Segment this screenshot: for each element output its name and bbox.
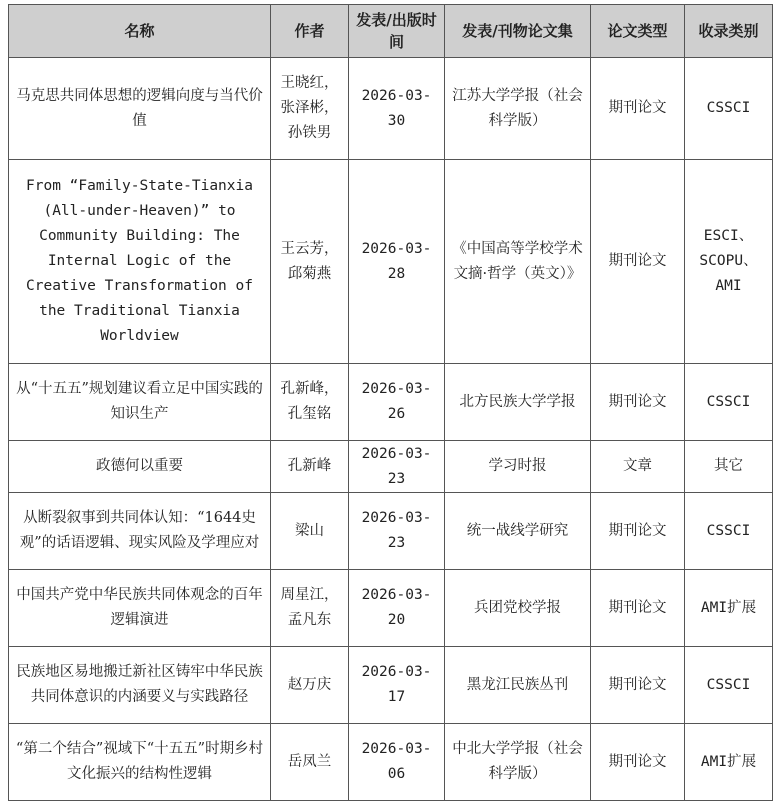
type-cell: 期刊论文 — [591, 58, 685, 160]
type-cell: 期刊论文 — [591, 724, 685, 801]
authors-cell: 王云芳，邱菊燕 — [271, 160, 349, 364]
type-cell: 文章 — [591, 441, 685, 493]
title-cell: 马克思共同体思想的逻辑向度与当代价值 — [9, 58, 271, 160]
journal-cell: 统一战线学研究 — [445, 493, 591, 570]
table-row — [9, 493, 773, 570]
table-row — [9, 724, 773, 801]
table-row — [9, 647, 773, 724]
index-cell: CSSCI — [685, 647, 773, 724]
date-cell: 2026-03-23 — [349, 493, 445, 570]
index-cell: CSSCI — [685, 493, 773, 570]
authors-cell: 梁山 — [271, 493, 349, 570]
index-cell: 其它 — [685, 441, 773, 493]
title-cell: 中国共产党中华民族共同体观念的百年逻辑演进 — [9, 570, 271, 647]
date-cell: 2026-03-28 — [349, 160, 445, 364]
header-row — [9, 5, 773, 58]
authors-cell: 孔新峰，孔玺铭 — [271, 364, 349, 441]
type-cell: 期刊论文 — [591, 570, 685, 647]
authors-cell: 赵万庆 — [271, 647, 349, 724]
index-cell: ESCI、SCOPU、AMI — [685, 160, 773, 364]
date-cell: 2026-03-23 — [349, 441, 445, 493]
table-row — [9, 364, 773, 441]
index-cell: CSSCI — [685, 58, 773, 160]
authors-cell: 周星江，孟凡东 — [271, 570, 349, 647]
title-cell: 从断裂叙事到共同体认知：“1644史观”的话语逻辑、现实风险及学理应对 — [9, 493, 271, 570]
authors-cell: 孔新峰 — [271, 441, 349, 493]
journal-cell: 学习时报 — [445, 441, 591, 493]
type-cell: 期刊论文 — [591, 364, 685, 441]
type-cell: 期刊论文 — [591, 647, 685, 724]
table-row — [9, 441, 773, 493]
header-date: 发表/出版时间 — [349, 5, 445, 58]
title-cell: “第二个结合”视域下“十五五”时期乡村文化振兴的结构性逻辑 — [9, 724, 271, 801]
index-cell: CSSCI — [685, 364, 773, 441]
authors-cell: 岳凤兰 — [271, 724, 349, 801]
header-journal: 发表/刊物论文集 — [445, 5, 591, 58]
header-type: 论文类型 — [591, 5, 685, 58]
journal-cell: 江苏大学学报（社会科学版） — [445, 58, 591, 160]
title-cell: 民族地区易地搬迁新社区铸牢中华民族共同体意识的内涵要义与实践路径 — [9, 647, 271, 724]
journal-cell: 中北大学学报（社会科学版） — [445, 724, 591, 801]
date-cell: 2026-03-17 — [349, 647, 445, 724]
date-cell: 2026-03-30 — [349, 58, 445, 160]
type-cell: 期刊论文 — [591, 493, 685, 570]
table-row — [9, 160, 773, 364]
journal-cell: 黑龙江民族丛刊 — [445, 647, 591, 724]
header-title: 名称 — [9, 5, 271, 58]
title-cell: From “Family‑State‑Tianxia (All‑under‑Heaven)” to Community Building: The Internal Logic of the Creative Transformation of the Traditional Tianxia Worldview — [9, 160, 271, 364]
journal-cell: 《中国高等学校学术文摘·哲学（英文）》 — [445, 160, 591, 364]
date-cell: 2026-03-06 — [349, 724, 445, 801]
authors-cell: 王晓红，张泽彬，孙铁男 — [271, 58, 349, 160]
header-authors: 作者 — [271, 5, 349, 58]
table-row — [9, 570, 773, 647]
index-cell: AMI扩展 — [685, 724, 773, 801]
date-cell: 2026-03-26 — [349, 364, 445, 441]
title-cell: 从“十五五”规划建议看立足中国实践的知识生产 — [9, 364, 271, 441]
table-row — [9, 58, 773, 160]
publications-table — [8, 4, 773, 801]
date-cell: 2026-03-20 — [349, 570, 445, 647]
index-cell: AMI扩展 — [685, 570, 773, 647]
journal-cell: 兵团党校学报 — [445, 570, 591, 647]
journal-cell: 北方民族大学学报 — [445, 364, 591, 441]
title-cell: 政德何以重要 — [9, 441, 271, 493]
type-cell: 期刊论文 — [591, 160, 685, 364]
header-index: 收录类别 — [685, 5, 773, 58]
